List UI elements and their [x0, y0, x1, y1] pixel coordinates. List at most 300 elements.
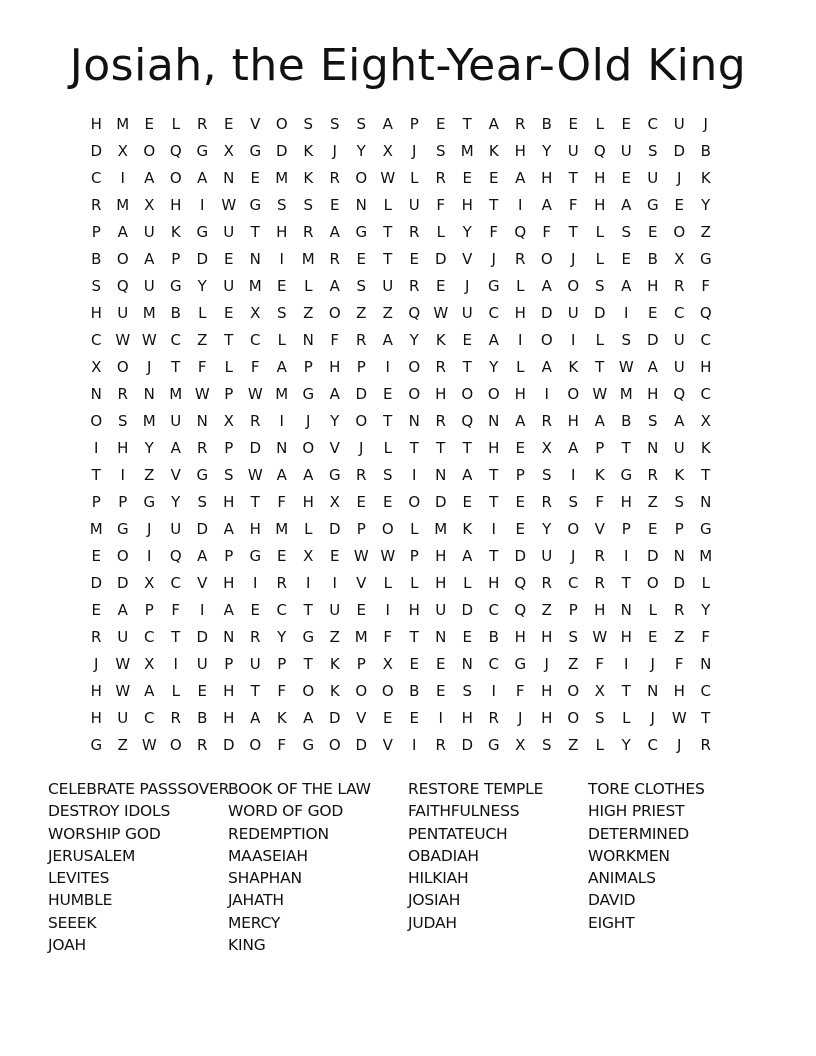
- grid-letter: G: [514, 655, 527, 673]
- grid-letter: T: [621, 574, 631, 592]
- grid-letter: F: [197, 358, 207, 376]
- grid-letter: H: [90, 682, 102, 700]
- grid-letter: J: [147, 520, 152, 538]
- grid-row: [83, 219, 719, 246]
- grid-letter: N: [673, 547, 685, 565]
- grid-letter: F: [489, 223, 499, 241]
- word-item: DETERMINED: [588, 824, 690, 843]
- grid-letter: A: [382, 331, 393, 349]
- grid-letter: E: [197, 682, 207, 700]
- grid-letter: I: [94, 439, 99, 457]
- grid-letter: U: [223, 277, 235, 295]
- grid-letter: K: [488, 142, 499, 160]
- grid-letter: W: [671, 709, 687, 727]
- grid-letter: S: [356, 277, 367, 295]
- grid-letter: U: [647, 169, 659, 187]
- grid-letter: U: [408, 196, 420, 214]
- grid-letter: P: [515, 466, 525, 484]
- grid-row: [83, 705, 719, 732]
- grid-letter: K: [329, 655, 340, 673]
- grid-row: [83, 165, 719, 192]
- grid-letter: X: [382, 142, 393, 160]
- grid-letter: A: [329, 385, 340, 403]
- grid-row: [83, 435, 719, 462]
- grid-letter: X: [223, 412, 234, 430]
- grid-letter: G: [487, 277, 500, 295]
- grid-row: [83, 381, 719, 408]
- grid-letter: A: [170, 439, 181, 457]
- grid-letter: T: [303, 601, 313, 619]
- grid-letter: J: [571, 547, 576, 565]
- grid-letter: H: [461, 709, 473, 727]
- word-item: EIGHT: [588, 913, 635, 932]
- grid-letter: T: [568, 169, 578, 187]
- grid-letter: M: [275, 169, 289, 187]
- grid-letter: M: [116, 196, 130, 214]
- grid-letter: O: [143, 142, 156, 160]
- grid-letter: H: [408, 601, 420, 619]
- grid-letter: L: [410, 169, 419, 187]
- word-item: WORKMEN: [588, 846, 670, 865]
- grid-letter: O: [328, 304, 341, 322]
- grid-letter: S: [276, 196, 287, 214]
- grid-letter: D: [328, 520, 341, 538]
- grid-letter: F: [383, 628, 393, 646]
- grid-letter: A: [541, 196, 552, 214]
- grid-letter: Q: [673, 385, 686, 403]
- grid-letter: M: [142, 412, 156, 430]
- word-column: [228, 778, 408, 956]
- word-bank: [48, 778, 768, 956]
- grid-letter: D: [646, 331, 659, 349]
- grid-letter: U: [673, 115, 685, 133]
- grid-letter: I: [624, 655, 629, 673]
- grid-letter: I: [491, 520, 496, 538]
- grid-letter: L: [701, 574, 710, 592]
- grid-letter: H: [488, 574, 500, 592]
- grid-letter: R: [700, 736, 711, 754]
- grid-letter: G: [487, 736, 500, 754]
- grid-row: [83, 543, 719, 570]
- grid-letter: C: [488, 601, 499, 619]
- grid-letter: L: [595, 115, 604, 133]
- grid-letter: L: [198, 304, 207, 322]
- grid-letter: R: [197, 736, 208, 754]
- word-item: TORE CLOTHES: [588, 780, 705, 798]
- grid-letter: H: [170, 196, 182, 214]
- word-item: DESTROY IDOLS: [48, 802, 171, 821]
- grid-letter: P: [91, 493, 101, 511]
- grid-letter: I: [200, 196, 205, 214]
- grid-letter: S: [223, 466, 234, 484]
- grid-letter: W: [247, 466, 263, 484]
- grid-letter: I: [412, 466, 417, 484]
- grid-letter: I: [385, 601, 390, 619]
- grid-letter: O: [461, 385, 474, 403]
- grid-letter: A: [462, 466, 473, 484]
- grid-letter: I: [518, 331, 523, 349]
- grid-letter: J: [650, 655, 655, 673]
- grid-letter: A: [382, 115, 393, 133]
- grid-letter: T: [250, 223, 260, 241]
- grid-letter: O: [169, 736, 182, 754]
- grid-letter: A: [276, 466, 287, 484]
- grid-letter: G: [699, 250, 712, 268]
- grid-letter: U: [673, 331, 685, 349]
- grid-letter: M: [142, 304, 156, 322]
- grid-letter: J: [491, 250, 496, 268]
- grid-letter: W: [115, 655, 131, 673]
- grid-letter: I: [173, 655, 178, 673]
- word-item: PENTATEUCH: [408, 824, 508, 843]
- grid-letter: O: [275, 115, 288, 133]
- grid-letter: M: [354, 628, 368, 646]
- grid-letter: H: [514, 304, 526, 322]
- grid-letter: R: [674, 277, 685, 295]
- word-item: WORD OF GOD: [228, 802, 344, 821]
- grid-letter: H: [90, 709, 102, 727]
- grid-letter: E: [250, 601, 260, 619]
- grid-letter: Z: [303, 304, 314, 322]
- grid-letter: O: [381, 682, 394, 700]
- grid-letter: H: [620, 628, 632, 646]
- grid-letter: O: [116, 547, 129, 565]
- grid-letter: C: [91, 169, 102, 187]
- grid-letter: R: [515, 250, 526, 268]
- grid-letter: D: [116, 574, 129, 592]
- grid-letter: D: [222, 736, 235, 754]
- grid-letter: W: [247, 385, 263, 403]
- grid-letter: S: [356, 115, 367, 133]
- grid-letter: L: [516, 277, 525, 295]
- grid-letter: R: [303, 223, 314, 241]
- grid-letter: O: [355, 169, 368, 187]
- word-item: MERCY: [228, 913, 281, 932]
- grid-letter: E: [277, 547, 287, 565]
- grid-letter: J: [650, 709, 655, 727]
- grid-letter: K: [303, 169, 314, 187]
- grid-letter: F: [701, 628, 711, 646]
- grid-letter: R: [435, 169, 446, 187]
- grid-letter: X: [223, 142, 234, 160]
- grid-letter: A: [541, 277, 552, 295]
- word-item: JOSIAH: [408, 891, 461, 910]
- grid-letter: T: [409, 439, 419, 457]
- grid-letter: P: [356, 655, 366, 673]
- grid-letter: T: [171, 628, 181, 646]
- grid-letter: S: [541, 466, 552, 484]
- grid-letter: N: [435, 628, 447, 646]
- grid-letter: A: [647, 358, 658, 376]
- grid-letter: Y: [542, 142, 552, 160]
- grid-letter: A: [117, 223, 128, 241]
- word-item: HUMBLE: [48, 891, 113, 910]
- grid-letter: L: [436, 223, 445, 241]
- grid-letter: F: [330, 331, 340, 349]
- grid-letter: H: [541, 709, 553, 727]
- grid-row: [83, 354, 719, 381]
- grid-row: [83, 597, 719, 624]
- grid-letter: S: [621, 331, 632, 349]
- grid-letter: K: [303, 142, 314, 160]
- grid-letter: T: [303, 655, 313, 673]
- grid-letter: M: [434, 520, 448, 538]
- grid-letter: U: [673, 358, 685, 376]
- grid-letter: I: [279, 412, 284, 430]
- grid-letter: W: [592, 628, 608, 646]
- grid-letter: O: [116, 358, 129, 376]
- grid-letter: P: [409, 547, 419, 565]
- word-item: HIGH PRIEST: [588, 802, 685, 821]
- grid-letter: G: [116, 520, 129, 538]
- grid-letter: Y: [277, 628, 287, 646]
- grid-letter: X: [515, 736, 526, 754]
- word-item: SHAPHAN: [228, 869, 302, 888]
- grid-letter: L: [622, 709, 631, 727]
- grid-letter: J: [306, 412, 311, 430]
- grid-letter: T: [489, 493, 499, 511]
- grid-letter: L: [171, 115, 180, 133]
- word-item: JUDAH: [408, 913, 457, 932]
- grid-letter: K: [170, 223, 181, 241]
- grid-letter: A: [223, 520, 234, 538]
- grid-letter: V: [329, 439, 340, 457]
- grid-letter: G: [196, 142, 209, 160]
- grid-letter: S: [197, 493, 208, 511]
- grid-letter: E: [462, 628, 472, 646]
- grid-letter: S: [435, 142, 446, 160]
- grid-row: [83, 111, 719, 138]
- grid-letter: K: [674, 466, 685, 484]
- grid-letter: W: [353, 547, 369, 565]
- grid-letter: D: [646, 547, 659, 565]
- grid-letter: D: [593, 304, 606, 322]
- grid-letter: Z: [700, 223, 711, 241]
- grid-letter: I: [306, 574, 311, 592]
- grid-letter: R: [541, 412, 552, 430]
- grid-letter: N: [700, 493, 712, 511]
- grid-letter: Z: [568, 736, 579, 754]
- grid-letter: E: [621, 169, 631, 187]
- grid-letter: A: [303, 709, 314, 727]
- grid-letter: K: [594, 466, 605, 484]
- grid-letter: Z: [541, 601, 552, 619]
- grid-letter: W: [618, 358, 634, 376]
- grid-letter: N: [302, 331, 314, 349]
- grid-letter: D: [514, 547, 527, 565]
- grid-letter: A: [674, 412, 685, 430]
- grid-letter: M: [460, 142, 474, 160]
- grid-letter: X: [91, 358, 102, 376]
- grid-letter: S: [303, 115, 314, 133]
- grid-letter: W: [141, 736, 157, 754]
- grid-letter: E: [383, 709, 393, 727]
- grid-letter: Z: [382, 304, 393, 322]
- grid-letter: L: [304, 277, 313, 295]
- grid-row: [83, 138, 719, 165]
- grid-letter: H: [90, 115, 102, 133]
- grid-letter: P: [356, 520, 366, 538]
- grid-letter: E: [277, 277, 287, 295]
- grid-letter: T: [489, 547, 499, 565]
- word-item: JAHATH: [228, 891, 284, 910]
- grid-letter: P: [171, 250, 181, 268]
- grid-letter: V: [197, 574, 208, 592]
- grid-letter: U: [329, 601, 341, 619]
- grid-letter: R: [91, 196, 102, 214]
- grid-letter: R: [276, 574, 287, 592]
- grid-letter: E: [383, 385, 393, 403]
- grid-letter: T: [436, 439, 446, 457]
- grid-letter: K: [276, 709, 287, 727]
- grid-letter: E: [356, 493, 366, 511]
- word-item: BOOK OF THE LAW: [228, 780, 371, 798]
- grid-letter: A: [621, 196, 632, 214]
- grid-letter: N: [249, 250, 261, 268]
- grid-row: [83, 462, 719, 489]
- grid-letter: N: [223, 169, 235, 187]
- grid-letter: H: [461, 196, 473, 214]
- grid-letter: V: [170, 466, 181, 484]
- grid-letter: C: [170, 574, 181, 592]
- grid-letter: P: [277, 655, 287, 673]
- grid-letter: Q: [169, 142, 182, 160]
- word-item: DAVID: [588, 891, 636, 910]
- grid-letter: V: [382, 736, 393, 754]
- grid-letter: V: [356, 574, 367, 592]
- grid-letter: W: [115, 682, 131, 700]
- grid-letter: N: [620, 601, 632, 619]
- grid-letter: H: [700, 358, 712, 376]
- grid-letter: F: [277, 493, 287, 511]
- grid-letter: L: [516, 358, 525, 376]
- grid-letter: Q: [461, 412, 474, 430]
- grid-letter: J: [677, 736, 682, 754]
- grid-letter: B: [488, 628, 499, 646]
- grid-letter: W: [380, 169, 396, 187]
- grid-letter: W: [194, 385, 210, 403]
- grid-letter: E: [568, 115, 578, 133]
- grid-letter: O: [381, 520, 394, 538]
- grid-letter: E: [648, 304, 658, 322]
- grid-letter: R: [250, 628, 261, 646]
- grid-letter: E: [224, 304, 234, 322]
- grid-letter: A: [250, 709, 261, 727]
- grid-letter: D: [275, 142, 288, 160]
- grid-letter: G: [90, 736, 103, 754]
- grid-letter: S: [647, 142, 658, 160]
- grid-letter: L: [224, 358, 233, 376]
- grid-letter: J: [544, 655, 549, 673]
- grid-letter: H: [541, 682, 553, 700]
- grid-letter: X: [250, 304, 261, 322]
- grid-letter: G: [302, 736, 315, 754]
- grid-letter: L: [410, 520, 419, 538]
- grid-letter: E: [383, 493, 393, 511]
- grid-letter: Y: [462, 223, 472, 241]
- grid-letter: Y: [171, 493, 181, 511]
- grid-letter: W: [221, 196, 237, 214]
- grid-letter: I: [412, 736, 417, 754]
- grid-letter: E: [621, 115, 631, 133]
- grid-letter: Y: [621, 736, 631, 754]
- grid-letter: S: [329, 115, 340, 133]
- word-item: MAASEIAH: [228, 846, 308, 865]
- grid-letter: T: [171, 358, 181, 376]
- grid-letter: C: [488, 655, 499, 673]
- grid-row: [83, 678, 719, 705]
- grid-letter: G: [169, 277, 182, 295]
- grid-letter: L: [595, 250, 604, 268]
- grid-letter: A: [329, 223, 340, 241]
- grid-letter: D: [461, 601, 474, 619]
- grid-row: [83, 192, 719, 219]
- grid-letter: C: [647, 115, 658, 133]
- grid-letter: I: [491, 682, 496, 700]
- grid-letter: N: [408, 412, 420, 430]
- grid-letter: L: [383, 574, 392, 592]
- grid-letter: P: [224, 655, 234, 673]
- grid-letter: V: [462, 250, 473, 268]
- grid-letter: I: [571, 331, 576, 349]
- grid-letter: N: [435, 466, 447, 484]
- grid-letter: F: [436, 196, 446, 214]
- grid-letter: M: [275, 385, 289, 403]
- grid-letter: P: [303, 358, 313, 376]
- word-item: CELEBRATE PASSSOVER: [48, 780, 230, 798]
- grid-letter: X: [594, 682, 605, 700]
- grid-letter: A: [276, 358, 287, 376]
- grid-letter: R: [435, 412, 446, 430]
- grid-letter: N: [647, 682, 659, 700]
- word-item: KING: [228, 936, 266, 955]
- grid-letter: M: [248, 277, 262, 295]
- grid-letter: C: [144, 709, 155, 727]
- grid-letter: R: [435, 736, 446, 754]
- grid-letter: X: [144, 196, 155, 214]
- grid-letter: Q: [514, 223, 527, 241]
- grid-letter: U: [673, 439, 685, 457]
- grid-letter: E: [144, 115, 154, 133]
- word-item: JERUSALEM: [48, 846, 136, 865]
- grid-letter: R: [541, 493, 552, 511]
- grid-letter: G: [646, 196, 659, 214]
- grid-letter: U: [567, 304, 579, 322]
- grid-letter: S: [647, 412, 658, 430]
- grid-letter: W: [141, 331, 157, 349]
- grid-letter: Y: [701, 196, 711, 214]
- grid-letter: H: [541, 169, 553, 187]
- grid-letter: R: [197, 115, 208, 133]
- grid-letter: D: [90, 574, 103, 592]
- grid-letter: E: [356, 250, 366, 268]
- grid-letter: R: [356, 466, 367, 484]
- grid-letter: R: [329, 169, 340, 187]
- word-item: LEVITES: [48, 869, 110, 888]
- grid-letter: E: [462, 493, 472, 511]
- grid-letter: F: [701, 277, 711, 295]
- grid-letter: D: [673, 574, 686, 592]
- grid-letter: P: [144, 601, 154, 619]
- grid-letter: D: [196, 520, 209, 538]
- grid-letter: R: [197, 439, 208, 457]
- grid-letter: D: [540, 304, 553, 322]
- grid-letter: D: [434, 250, 447, 268]
- grid-letter: I: [624, 547, 629, 565]
- grid-letter: Y: [489, 358, 499, 376]
- grid-letter: A: [197, 547, 208, 565]
- grid-letter: R: [594, 574, 605, 592]
